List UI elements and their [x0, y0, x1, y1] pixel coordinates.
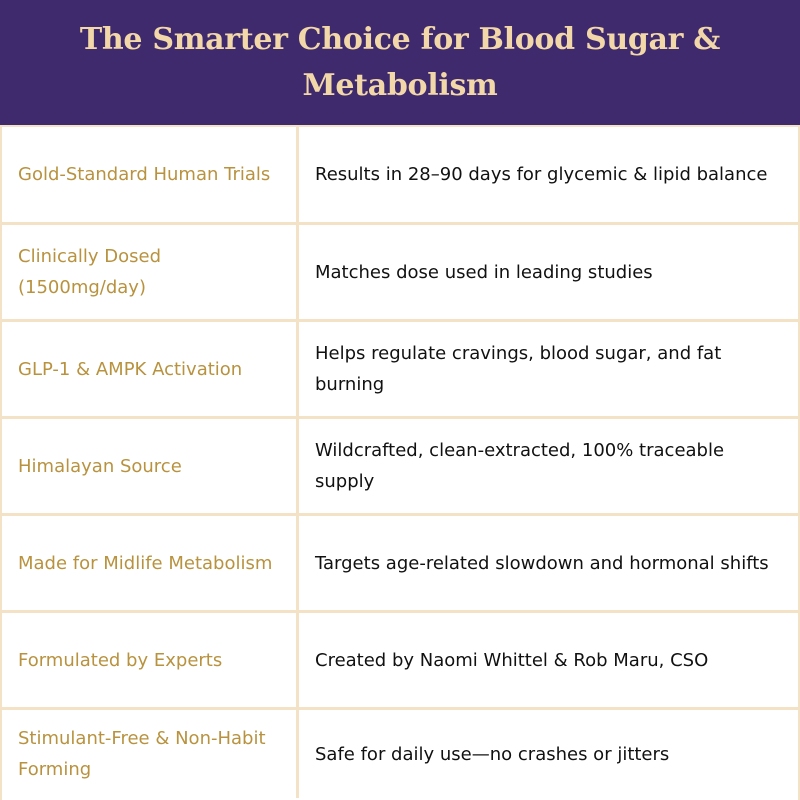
row-description: Targets age-related slowdown and hormonal shifts [315, 552, 769, 574]
row-label: Clinically Dosed (1500mg/day) [2, 225, 299, 319]
row-label: Made for Midlife Metabolism [2, 516, 299, 610]
table-row [2, 513, 798, 610]
page-title: The Smarter Choice for Blood Sugar & Metabolism [79, 21, 721, 103]
table-row [2, 610, 798, 707]
table-row [2, 707, 798, 798]
row-description: Wildcrafted, clean-extracted, 100% traceable supply [315, 440, 725, 492]
row-label: Gold-Standard Human Trials [2, 127, 299, 222]
row-description: Safe for daily use—no crashes or jitters [315, 743, 670, 765]
row-label: GLP-1 & AMPK Activation [2, 322, 299, 416]
row-description: Helps regulate cravings, blood sugar, and fat burning [315, 343, 722, 395]
row-label: Formulated by Experts [2, 613, 299, 707]
row-label: Himalayan Source [2, 419, 299, 513]
comparison-table [0, 125, 800, 800]
row-description: Matches dose used in leading studies [315, 261, 653, 283]
table-row [2, 319, 798, 416]
header-banner [0, 0, 800, 125]
row-label: Stimulant-Free & Non-Habit Forming [2, 710, 299, 798]
table-row [2, 416, 798, 513]
row-description: Results in 28–90 days for glycemic & lipid balance [315, 164, 768, 185]
table-row [2, 222, 798, 319]
row-description: Created by Naomi Whittel & Rob Maru, CSO [315, 649, 709, 671]
table-row [2, 125, 798, 222]
